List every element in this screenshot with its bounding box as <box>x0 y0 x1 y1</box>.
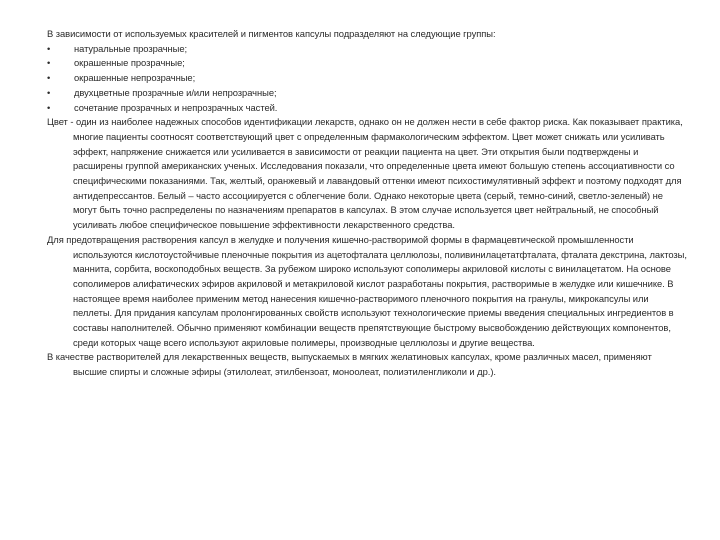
bullet-icon: • <box>47 72 51 84</box>
intro-text: В зависимости от используемых красителей и пигментов капсулы подразделяют на следующие группы: <box>47 28 496 39</box>
list-item <box>47 71 687 86</box>
list-item-text: сочетание прозрачных и непрозрачных частей. <box>74 101 278 113</box>
bullet-icon: • <box>47 42 51 54</box>
list-item-text: натуральные прозрачные; <box>74 42 188 54</box>
coating-paragraph: Для предотвращения растворения капсул в желудке и получения кишечно-растворимой формы в фармацевтической промышленности используются кислотоустойчивые пленочные покрытия из ацетофталата целлюлозы, поливинилацетатфталата, фталата декстрина, лактозы, маннита, сорбита, воскоподобных веществ. За рубежом широко используют сополимеры акриловой кислоты с винилацетатом. На основе сополимеров алифатических эфиров акриловой и метакриловой кислот разработаны покрытия, растворимые в желудке или кишечнике. В настоящее время наиболее применим метод нанесения кишечно-растворимого пленочного покрытия на гранулы, микрокапсулы или пеллеты. Для придания капсулам пролонгированных свойств используют технологические приемы введения специальных ингредиентов в составы наполнителей. Обычно применяют комбинации веществ препятствующие быстрому высвобождению действующих компонентов, среди которых чаще всего используют акриловые полимеры, производные целлюлозы и другие вещества. <box>47 233 687 348</box>
bullet-icon: • <box>47 101 51 113</box>
solvents-paragraph: В качестве растворителей для лекарственных веществ, выпускаемых в мягких желатиновых капсулах, кроме различных масел, применяют высшие спирты и сложные эфиры (этилолеат, этилбензоат, моноолеат, полиэтиленгликоли и др.). <box>47 351 652 378</box>
color-paragraph: Цвет - один из наиболее надежных способов идентификации лекарств, однако он не должен нести в себе фактор риска. Как показывает практика, многие пациенты соотносят соответствующий цвет с определенным фармакологическим эффектом. Цвет может снижать или усиливать эффект, напряжение снижается или усиливается в зависимости от реакции пациента на цвет. Эти открытия были подтверждены и расширены группой американских ученых. Исследования показали, что определенные цвета имеют большую степень ассоциативности со специфическими показаниями. Так, желтый, оранжевый и лавандовый оттенки имеют психостимулятивный эффект и поэтому подходят для антидепрессантов. Белый – часто ассоциируется с облегчение боли. Однако некоторые цвета (серый, темно-синий, светло-зеленый) не могут быть точно распределены по назначениям препаратов в капсулах. В этом случае используется цвет нейтральный, не способный усиливать любое специфическое повышение эффективности лекарственного средства. <box>47 116 683 231</box>
list-item-text: двухцветные прозрачные и/или непрозрачные; <box>74 86 277 98</box>
document-body <box>47 27 687 380</box>
list-item <box>47 42 687 57</box>
bullet-icon: • <box>47 86 51 98</box>
bullet-icon: • <box>47 57 51 69</box>
list-item <box>47 101 687 116</box>
list-item-text: окрашенные непрозрачные; <box>74 72 196 84</box>
capsule-group-list <box>47 42 687 116</box>
list-item-text: окрашенные прозрачные; <box>74 57 185 69</box>
list-item <box>47 86 687 101</box>
list-item <box>47 56 687 71</box>
